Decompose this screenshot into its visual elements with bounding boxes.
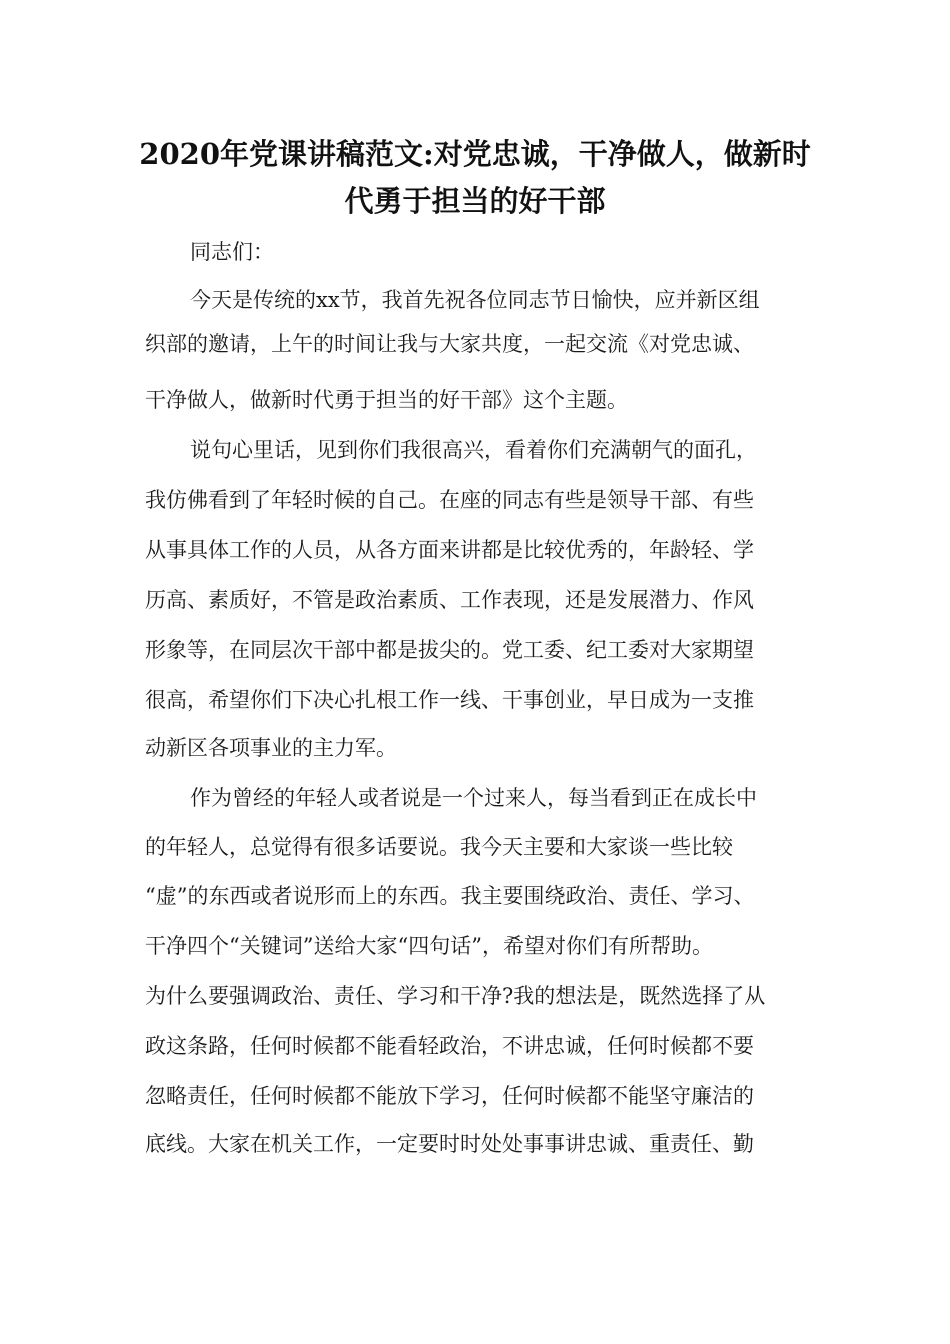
- paragraph-2-line: 形象等，在同层次干部中都是拔尖的。党工委、纪工委对大家期望: [145, 638, 754, 662]
- paragraph-2-line: 说句心里话，见到你们我很高兴，看着你们充满朝气的面孔，: [190, 438, 757, 462]
- paragraph-3-line: 作为曾经的年轻人或者说是一个过来人，每当看到正在成长中: [190, 786, 757, 810]
- paragraph-2-line: 动新区各项事业的主力军。: [145, 736, 397, 760]
- paragraph-3-line: 政这条路，任何时候都不能看轻政治，不讲忠诚，任何时候都不要: [145, 1034, 754, 1058]
- document-title-line-1: 2020年党课讲稿范文:对党忠诚，干净做人，做新时: [139, 137, 811, 171]
- paragraph-3-line: 的年轻人，总觉得有很多话要说。我今天主要和大家谈一些比较: [145, 835, 733, 859]
- paragraph-3-line: 干净四个“关键词”送给大家“四句话”，希望对你们有所帮助。: [145, 934, 713, 958]
- paragraph-2-line: 很高，希望你们下决心扎根工作一线、干事创业，早日成为一支推: [145, 688, 754, 712]
- paragraph-3-line: “虚”的东西或者说形而上的东西。我主要围绕政治、责任、学习、: [145, 884, 755, 908]
- paragraph-1-line: 干净做人，做新时代勇于担当的好干部》这个主题。: [145, 388, 628, 412]
- paragraph-1-line: 织部的邀请，上午的时间让我与大家共度，一起交流《对党忠诚、: [145, 332, 754, 356]
- document-title-line-2: 代勇于担当的好干部: [344, 184, 606, 218]
- paragraph-2-line: 历高、素质好，不管是政治素质、工作表现，还是发展潜力、作风: [145, 588, 754, 612]
- paragraph-3-line: 忽略责任，任何时候都不能放下学习，任何时候都不能坚守廉洁的: [145, 1084, 754, 1108]
- salutation: 同志们：: [190, 240, 274, 264]
- paragraph-2-line: 我仿佛看到了年轻时候的自己。在座的同志有些是领导干部、有些: [145, 488, 754, 512]
- paragraph-3-line: 为什么要强调政治、责任、学习和干净?我的想法是，既然选择了从: [145, 984, 766, 1008]
- paragraph-3-line: 底线。大家在机关工作，一定要时时处处事事讲忠诚、重责任、勤: [145, 1132, 754, 1156]
- paragraph-1-line: 今天是传统的xx节，我首先祝各位同志节日愉快，应并新区组: [190, 288, 760, 312]
- paragraph-2-line: 从事具体工作的人员，从各方面来讲都是比较优秀的，年龄轻、学: [145, 538, 754, 562]
